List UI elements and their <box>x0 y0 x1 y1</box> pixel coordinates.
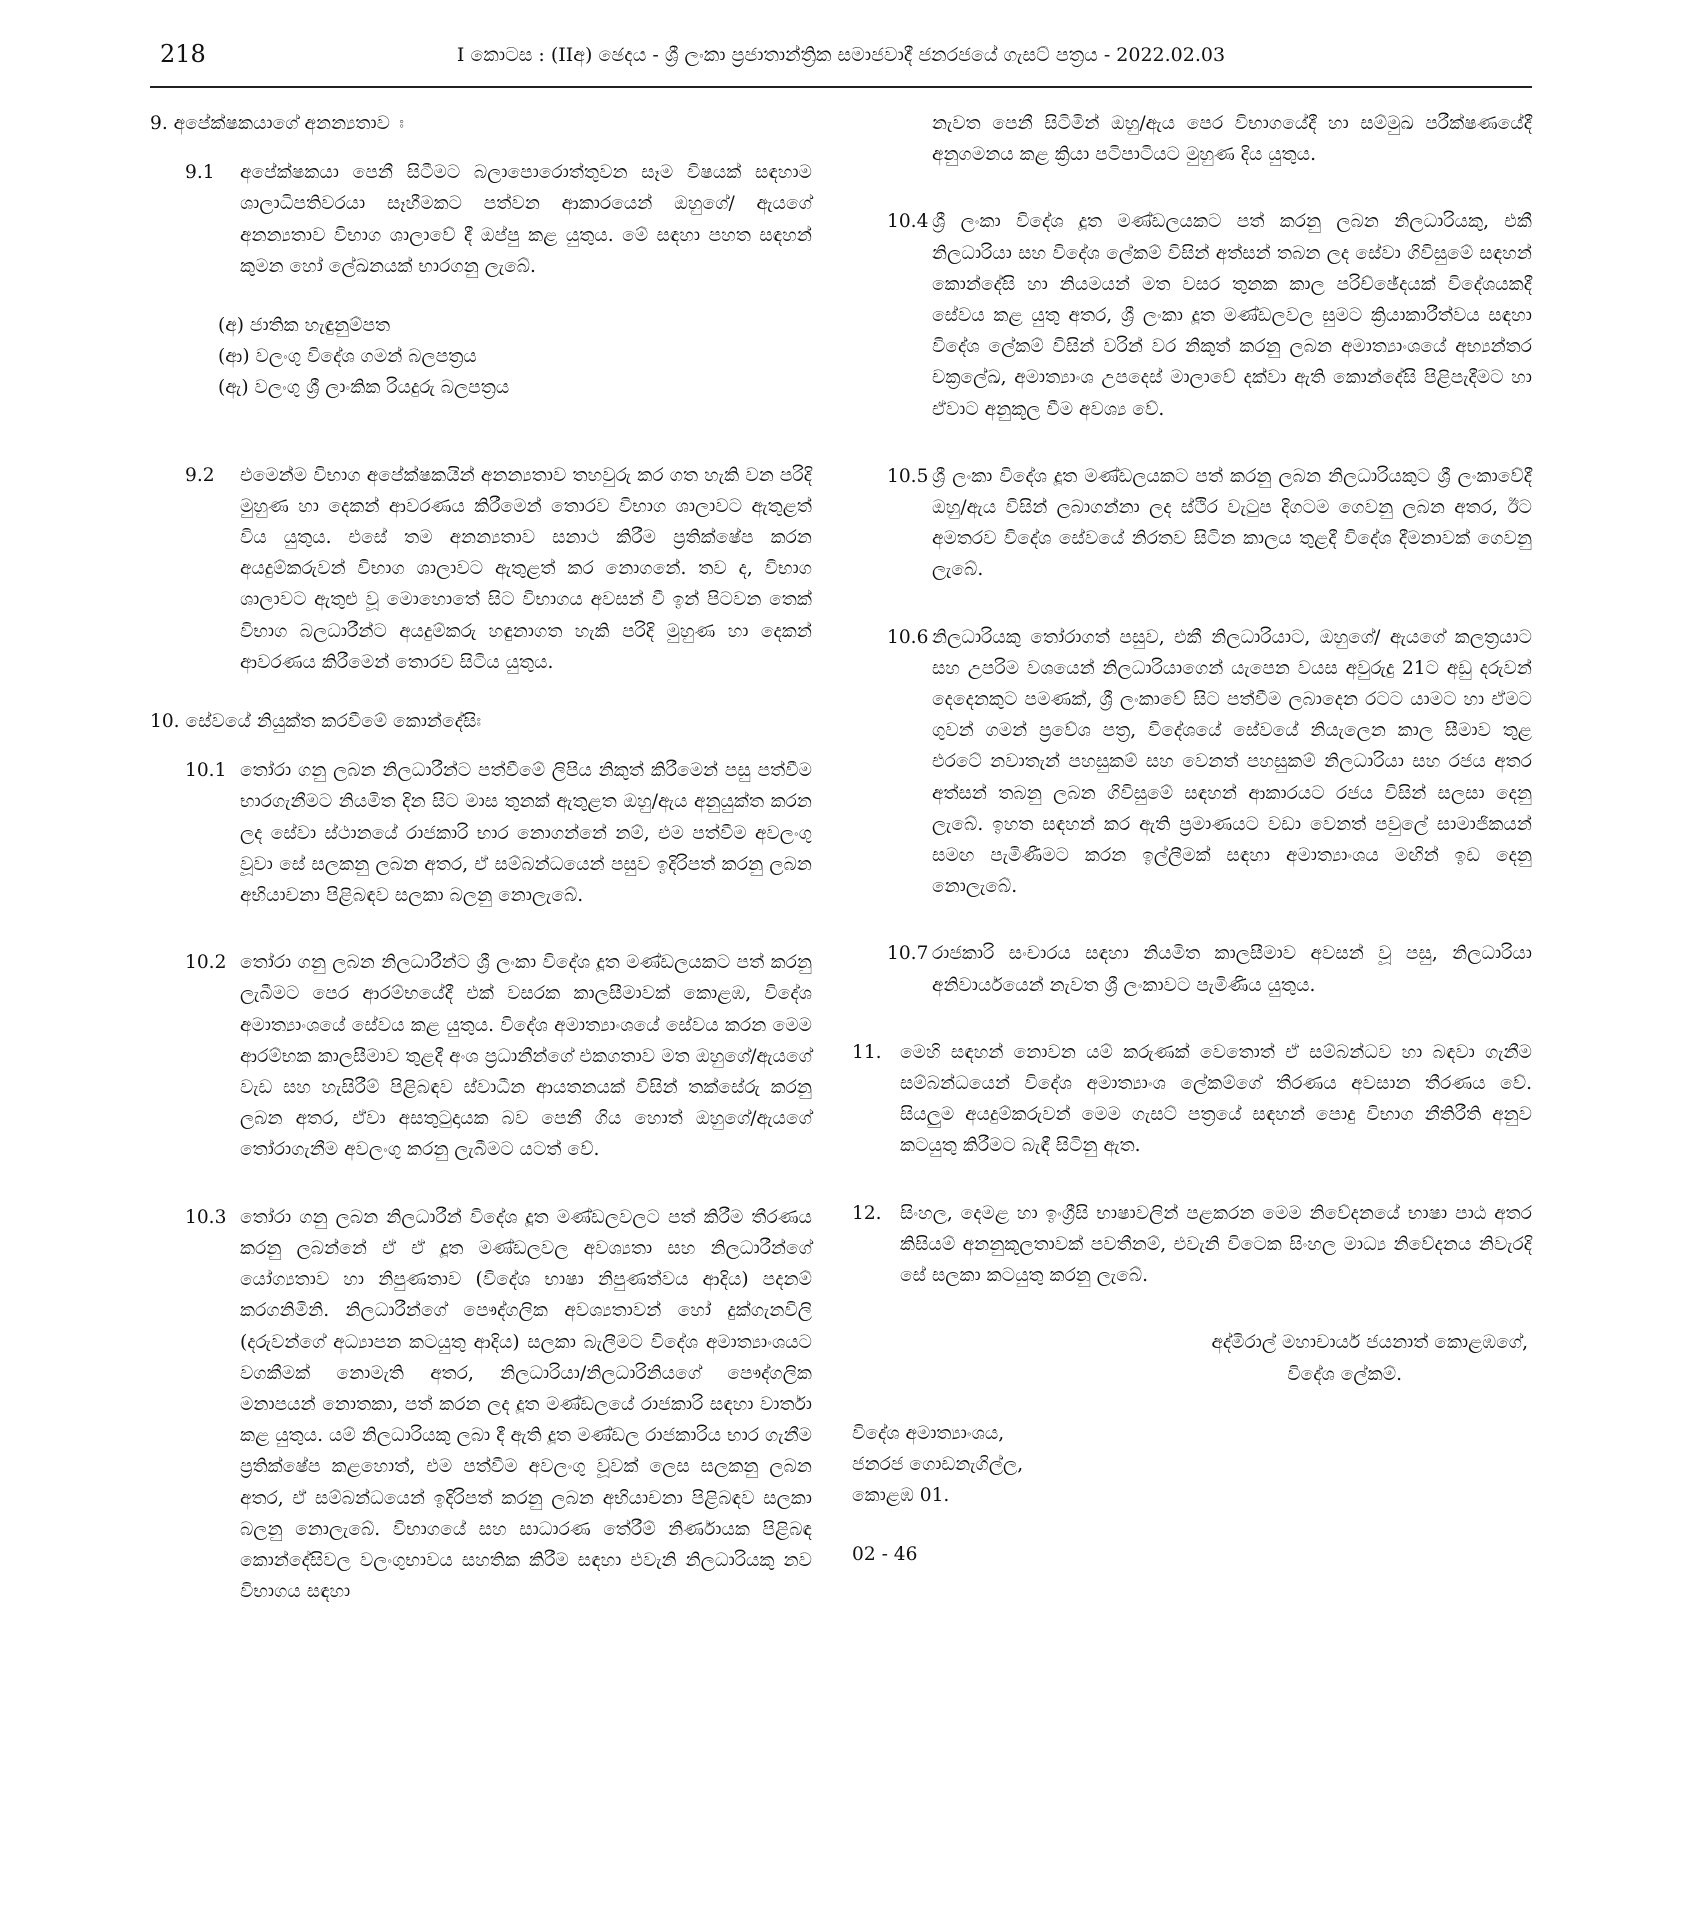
section-number: 10.7 <box>887 943 929 965</box>
section-text: තෝරා ගනු ලබන නිලධාරීන්ට පත්වීමේ ලිපිය නිකුත් කිරීමෙන් පසු පත්වීම භාරගැනීමට නියමිත දින සිට මාස තුනක් ඇතුළත ඔහු/ඇය අනුයුක්ත කරන ලද සේවා ස්ථානයේ රාජකාරි භාර නොගන්නේ නම්, එම පත්වීම අවලංගු වූවා සේ සලකනු ලබන අතර, ඒ සම්බන්ධයෙන් පසුව ඉදිරිපත් කරනු ලබන අභියාචනා පිළිබඳව සලකා බලනු නොලැබේ. <box>240 760 812 907</box>
section-text: තෝරා ගනු ලබන නිලධාරීන් විදේශ දූත මණ්ඩලවලට පත් කිරීම තීරණය කරනු ලබන්නේ ඒ ඒ දූත මණ්ඩලවල අවශ්‍යතා සහ නිලධාරීන්ගේ යෝග්‍යතාව හා නිපුණතාව (විදේශ භාෂා නිපුණත්වය ආදිය) පදනම් කරගනිමිනි. නිලධාරීන්ගේ පෞද්ගලික අවශ්‍යතාවන් හෝ දුක්ගැනවිලි (දරුවන්ගේ අධ්‍යාපන කටයුතු ආදිය) සලකා බැලීමට විදේශ අමාත්‍යාංශයට වගකීමක් නොමැති අතර, නිලධාරියා/නිලධාරිනියගේ පෞද්ගලික මනාපයන් නොතකා, පත් කරන ලද දූත මණ්ඩලයේ රාජකාරි සඳහා වාර්තා කළ යුතුය. යම් නිලධාරියකු ලබා දී ඇති දූත මණ්ඩල රාජකාරිය භාර ගැනීම ප්‍රතික්ෂේප කළහොත්, එම පත්වීම අවලංගු වූවක් ලෙස සලකනු ලබන අතර, ඒ සම්බන්ධයෙන් ඉදිරිපත් කරනු ලබන අභියාචනා පිළිබඳව සලකා බලනු නොලැබේ. විභාගයේ සහ සාධාරණ තේරීම් නිර්ණායක පිළිබඳ කොන්දේසිවල වලංගුභාවය සහතික කිරීම සඳහා එවැනි නිලධාරියකු නව විභාගය සඳහා <box>240 1206 812 1603</box>
section-text: නිලධාරියකු තෝරාගත් පසුව, එකී නිලධාරියාට, ඔහුගේ/ ඇයගේ කලත්‍රයාට සහ උපරිම වශයෙන් නිලධාරියාගෙන් යැපෙන වයස අවුරුදු 21ට අඩු දරුවන් දෙදෙනකුට පමණක්, ශ්‍රී ලංකාවේ සිට පත්වීම ලබාදෙන රටට යාමට හා ඒමට ගුවන් ගමන් ප්‍රවේශ පත්‍ර, විදේශයේ සේවයේ නියැලෙන කාල සීමාව තුළ එරටේ නවාතැන් පහසුකම් සහ වෙනත් පහසුකම් නිලධාරියා සහ රජය අතර අත්සන් තබනු ලබන ගිවිසුමේ සඳහන් ආකාරයට රජය විසින් සලසා දෙනු ලැබේ. ඉහත සඳහන් කර ඇති ප්‍රමාණයට වඩා වෙනත් පවුලේ සාමාජිකයන් සමඟ පැමිණීමට කරන ඉල්ලීමක් සඳහා අමාත්‍යාංශය මඟින් ඉඩ දෙනු නොලැබේ. <box>932 626 1532 898</box>
id-document-item: (ආ) වලංගු විදේශ ගමන් බලපත්‍රය <box>218 346 477 368</box>
section-text: අපේක්ෂකයා පෙනී සිටීමට බලාපොරොත්තුවන සෑම විෂයක් සඳහාම ශාලාධිපතිවරයා සෑහීමකට පත්වන ආකාරයෙන් ඔහුගේ/ ඇයගේ අනන්‍යතාව විභාග ශාලාවේ දී ඔප්පු කළ යුතුය. මේ සඳහා පහත සඳහන් කුමන හෝ ලේඛනයක් භාරගනු ලැබේ. <box>240 162 812 277</box>
section-10-title: සේවයේ නියුක්ත කරවීමේ කොන්දේසිඃ <box>185 711 482 733</box>
section-10-5 <box>852 461 1532 586</box>
section-text: රාජකාරි සංචාරය සඳහා නියමිත කාලසීමාව අවසන් වූ පසු, නිලධාරියා අනිවාර්යයෙන් නැවත ශ්‍රී ලංකාවට පැමිණිය යුතුය. <box>932 943 1532 996</box>
id-document-item: (අ) ජාතික හැඳුනුම්පත <box>218 315 391 337</box>
section-9-2 <box>150 460 812 678</box>
page-header <box>150 36 1532 92</box>
reference-number: 02 - 46 <box>852 1544 918 1566</box>
section-text: මෙහි සඳහන් නොවන යම් කරුණක් වෙතොත් ඒ සම්බන්ධව හා බඳවා ගැනීම සම්බන්ධයෙන් විදේශ අමාත්‍යාංශ ලේකම්ගේ තීරණය අවසාන තීරණය වේ. සියලුම අයදුම්කරුවන් මෙම ගැසට් පත්‍රයේ සඳහන් පොදු විභාග නීතිරීති අනුව කටයුතු කිරීමට බැඳී සිටිනු ඇත. <box>900 1041 1532 1157</box>
section-text: තෝරා ගනු ලබන නිලධාරීන්ට ශ්‍රී ලංකා විදේශ දූත මණ්ඩලයකට පත් කරනු ලැබීමට පෙර ආරම්භයේදී එක් වසරක කාලසීමාවක් කොළඹ, විදේශ අමාත්‍යාංශයේ සේවය කළ යුතුය. විදේශ අමාත්‍යාංශයේ සේවය කරන මෙම ආරම්භක කාලසීමාව තුළදී අංශ ප්‍රධානීන්ගේ එකගතාව මත ඔහුගේ/ඇයගේ වැඩ සහ හැසිරීම් පිළිබඳව ස්වාධීන ආයතනයක් විසින් තක්සේරු කරනු ලබන අතර, ඒවා අසතුටුදායක බව පෙනී ගිය හොත් ඔහුගේ/ඇයගේ තෝරාගැනීම අවලංගු කරනු ලැබීමට යටත් වේ. <box>240 952 812 1161</box>
id-document-item: (ඇ) වලංගු ශ්‍රී ලාංකික රියදුරු බලපත්‍රය <box>218 377 510 399</box>
signatory-title: විදේශ ලේකම්. <box>1287 1363 1402 1385</box>
section-text: නැවත පෙනී සිටිමින් ඔහු/ඇය පෙර විභාගයේදී හා සම්මුඛ පරීක්ෂණයේදී අනුගමනය කළ ක්‍රියා පටිපාටියට මුහුණ දිය යුතුය. <box>932 113 1532 166</box>
left-column <box>150 108 812 1607</box>
section-10-7 <box>852 938 1532 1000</box>
address-line: කොළඹ 01. <box>852 1485 950 1507</box>
section-9-title: අපේක්ෂකයාගේ අනන්‍යතාව ඃ <box>173 113 405 134</box>
section-number: 10.2 <box>185 952 227 974</box>
section-number: 10.6 <box>887 626 929 648</box>
page-number: 218 <box>160 40 206 68</box>
section-10-2 <box>150 947 812 1165</box>
section-10-3-continued <box>852 108 1532 170</box>
section-text: සිංහල, දෙමළ හා ඉංග්‍රීසි භාෂාවලින් පළකරන මෙම නිවේදනයේ භාෂා පාඨ අතර කිසියම් අනනුකූලතාවක් පවතීනම්, එවැනි විටෙක සිංහල මාධ්‍ය නිවේදනය නිවැරදි සේ සලකා කටයුතු කරනු ලැබේ. <box>900 1202 1532 1287</box>
section-10-4 <box>852 206 1532 424</box>
header-divider <box>150 86 1532 88</box>
section-number: 12. <box>852 1202 882 1224</box>
gazette-header-title: I කොටස : (IIඅ) ඡෙදය - ශ්‍රී ලංකා ප්‍රජාතාන්ත්‍රික සමාජවාදී ජනරජයේ ගැසට් පත්‍රය - 2022.02.03 <box>456 44 1226 66</box>
section-9-1 <box>150 157 812 282</box>
section-number: 9.2 <box>185 464 215 486</box>
section-text: එමෙන්ම විභාග අපේක්ෂකයින් අනන්‍යතාව තහවුරු කර ගත හැකි වන පරිදි මුහුණ හා දෙකන් ආවරණය කිරීමෙන් තොරව විභාග ශාලාවට ඇතුළත් විය යුතුය. එසේ තම අනන්‍යතාව සනාථ කිරීම ප්‍රතික්ෂේප කරන අයදුම්කරුවන් විභාග ශාලාවට ඇතුළත් කර නොගනේ. තව ද, විභාග ශාලාවට ඇතුළු වූ මොහොතේ සිට විභාගය අවසන් වී ඉන් පිටවන තෙක් විභාග බලධාරීන්ට අයදුම්කරු හඳුනාගත හැකි පරිදි මුහුණ හා දෙකන් ආවරණය කිරීමෙන් තොරව සිටිය යුතුය. <box>240 464 812 673</box>
address-line: ජනරජ ගොඩනැගිල්ල, <box>852 1453 1024 1475</box>
section-text: ශ්‍රී ලංකා විදේශ දූත මණ්ඩලයකට පත් කරනු ලබන නිලධාරියකු, එකී නිලධාරියා සහ විදේශ ලේකම් විසින් අත්සන් තබන ලද සේවා ගිවිසුමේ සඳහන් කොන්දේසි හා නියමයන් මත වසර තුනක කාල පරිච්ඡේදයක් විදේශයකදී සේවය කළ යුතු අතර, ශ්‍රී ලංකා දූත මණ්ඩලවල සුමට ක්‍රියාකාරීත්වය සඳහා විදේශ ලේකම් විසින් වරින් වර නිකුත් කරනු ලබන අමාත්‍යාංශයේ අභ්‍යන්තර චක්‍රලේඛ, අමාත්‍යාංශ උපදෙස් මාලාවේ දක්වා ඇති කොන්දේසි පිළිපැදීමට හා ඒවාට අනුකූල වීම අවශ්‍ය වේ. <box>932 211 1532 420</box>
signatory-name: අද්මිරාල් මහාචාර්ය ජයනාත් කොළඹගේ, <box>1211 1332 1528 1354</box>
section-10-6 <box>852 622 1532 903</box>
section-10-1 <box>150 755 812 911</box>
section-10-3 <box>150 1202 812 1608</box>
section-11 <box>852 1037 1532 1162</box>
section-number: 10.5 <box>887 465 929 487</box>
section-number: 10.3 <box>185 1206 227 1228</box>
section-number: 10.1 <box>185 760 227 782</box>
right-column <box>852 108 1532 1571</box>
address-line: විදේශ අමාත්‍යාංශය, <box>852 1422 1005 1444</box>
section-number: 11. <box>852 1041 882 1063</box>
section-number: 10.4 <box>887 211 929 233</box>
section-number: 9.1 <box>185 162 215 184</box>
section-12 <box>852 1198 1532 1292</box>
section-10-heading: 10. සේවයේ නියුක්ත කරවීමේ කොන්දේසිඃ <box>150 711 482 733</box>
section-9-heading: 9. අපේක්ෂකයාගේ අනන්‍යතාව ඃ <box>150 113 405 134</box>
section-text: ශ්‍රී ලංකා විදේශ දූත මණ්ඩලයකට පත් කරනු ලබන නිලධාරියකුට ශ්‍රී ලංකාවේදී ඔහු/ඇය විසින් ලබාගන්නා ලද ස්ථිර වැටුප දිගටම ගෙවනු ලබන අතර, ඊට අමතරව විදේශ සේවයේ නිරතව සිටින කාලය තුළදී විදේශ දීමනාවක් ගෙවනු ලැබේ. <box>932 465 1532 581</box>
